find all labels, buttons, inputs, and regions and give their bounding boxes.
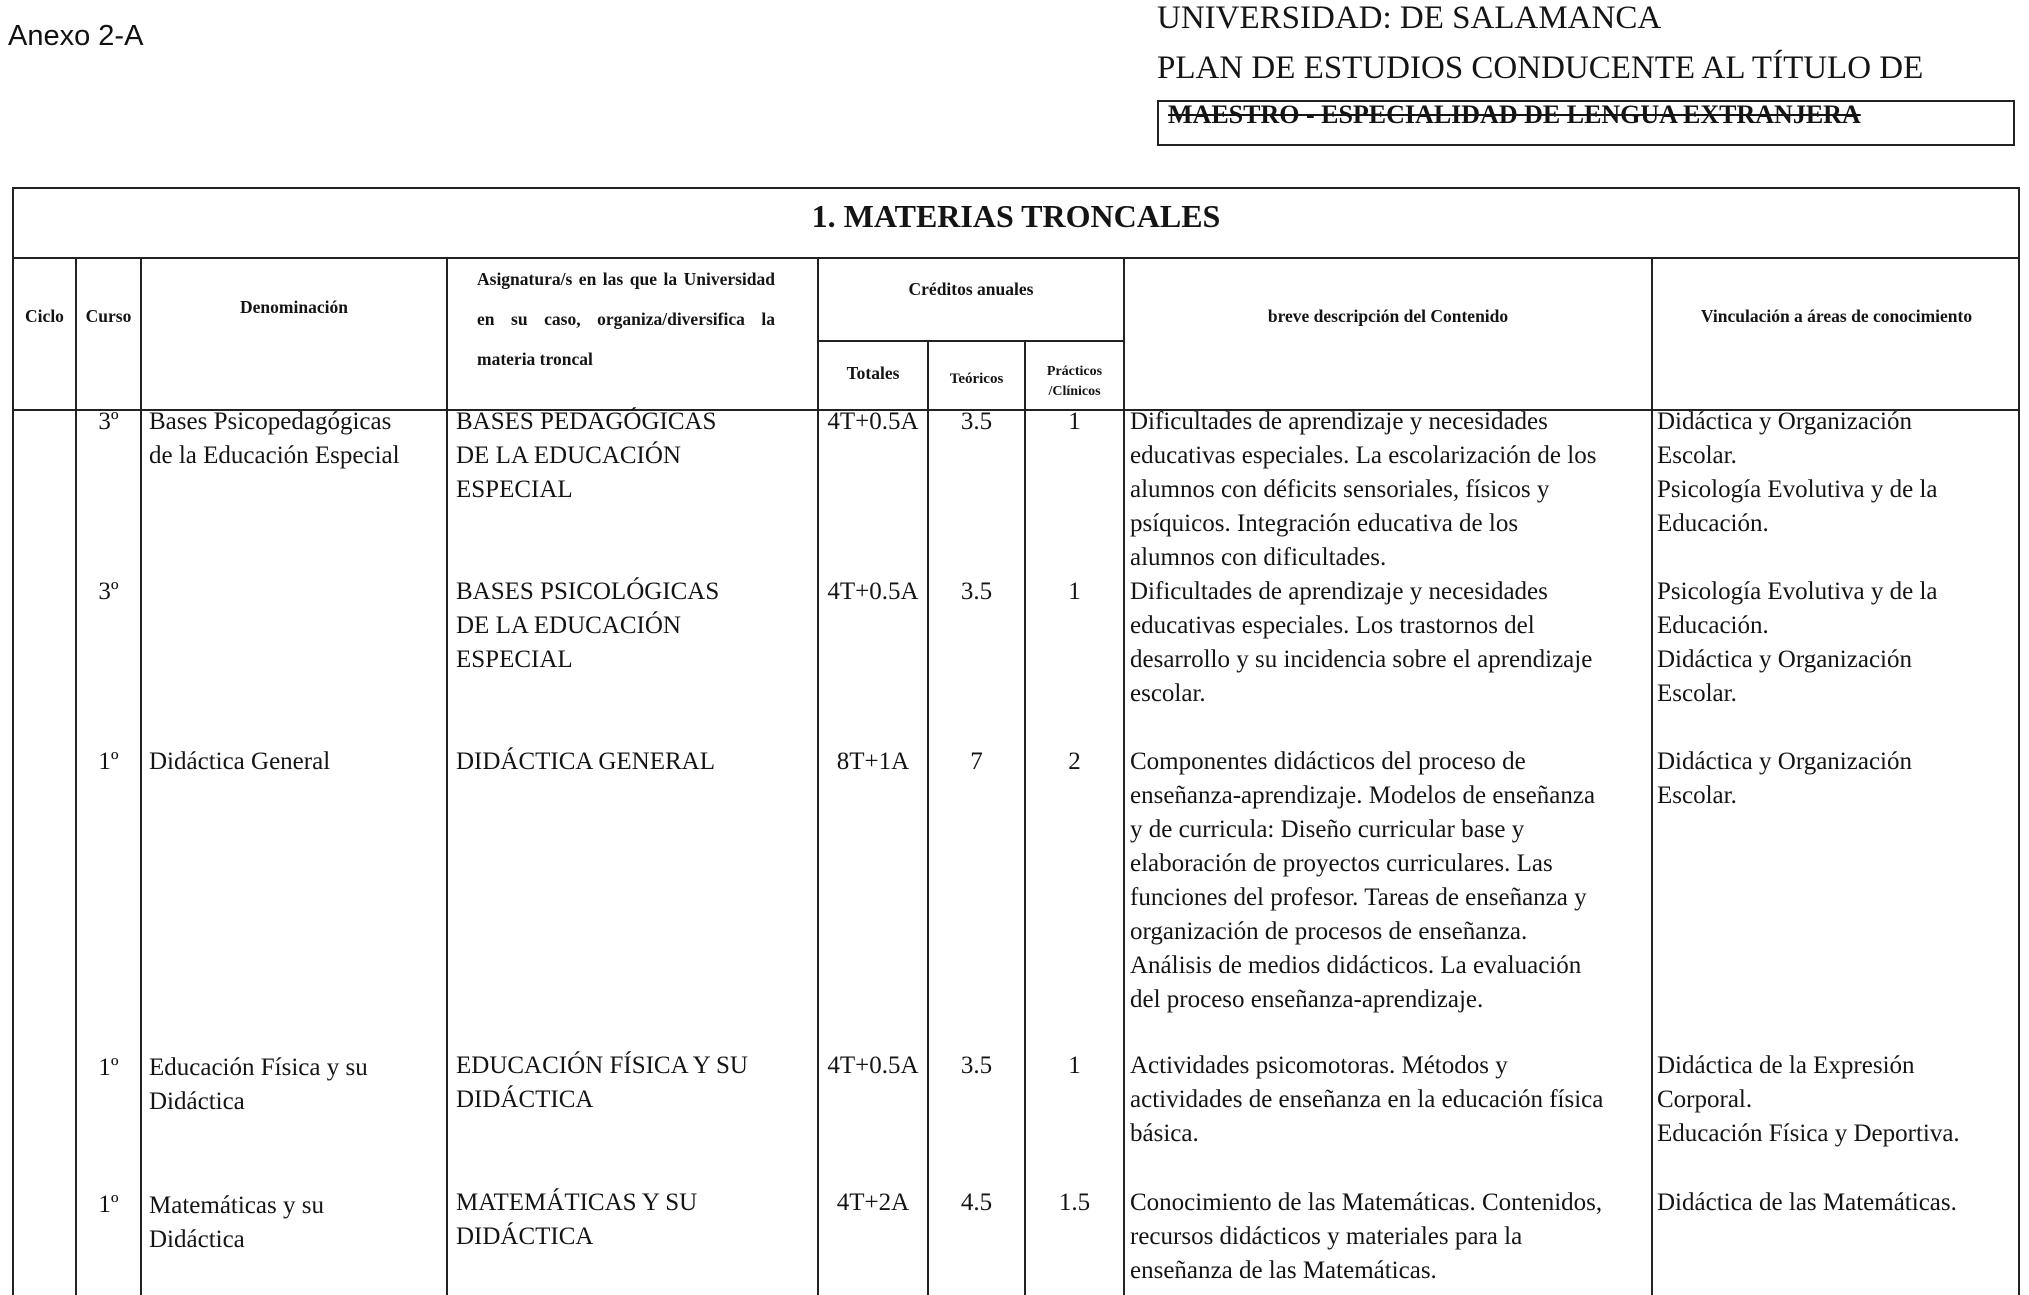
row3-descripcion: Componentes didácticos del proceso de enseñanza-aprendizaje. Modelos de enseñanza y de curricula: Diseño curricular base y elaboración de proyectos curriculares. Las funciones del profesor. Tareas de enseñanza y organización de procesos de enseñanza. Análisis de medios didácticos. La evaluación del proceso enseñanza-aprendizaje. [1130, 748, 1596, 1013]
row4-asignatura: EDUCACIÓN FÍSICA Y SU DIDÁCTICA [456, 1052, 748, 1113]
row5-vinculacion: Didáctica de las Matemáticas. [1657, 1189, 1957, 1216]
row5-descripcion: Conocimiento de las Matemáticas. Contenidos, recursos didácticos y materiales para la enseñanza de las Matemáticas. [1130, 1189, 1603, 1284]
row3-practicos: 2 [1068, 748, 1081, 775]
col-header-teoricos: Teóricos [949, 371, 1004, 387]
row5-teoricos: 4.5 [960, 1189, 993, 1216]
row3-curso: 1º [98, 748, 119, 775]
row5-totales: 4T+2A [836, 1189, 910, 1216]
row4-vinculacion: Didáctica de la Expresión Corporal. Educación Física y Deportiva. [1657, 1052, 1960, 1147]
col-header-denominacion: Denominación [240, 297, 348, 317]
table-title: 1. MATERIAS TRONCALES [811, 198, 1221, 234]
row5-practicos: 1.5 [1058, 1189, 1091, 1216]
row3-totales: 8T+1A [836, 748, 910, 775]
row3-asignatura: DIDÁCTICA GENERAL [456, 748, 716, 775]
title-divider [12, 257, 2020, 259]
degree-box [1157, 100, 2015, 146]
row1-descripcion: Dificultades de aprendizaje y necesidades educativas especiales. La escolarización de los alumnos con déficits sensoriales, físicos y psíquicos. Integración educativa de los alumnos con dificultades. [1130, 408, 1597, 571]
col-divider-totales [927, 340, 929, 1295]
col-divider-descripcion [1651, 257, 1653, 1295]
university-name: UNIVERSIDAD: DE SALAMANCA [1157, 0, 1662, 36]
row1-totales: 4T+0.5A [827, 408, 919, 435]
col-header-ciclo: Ciclo [25, 306, 64, 326]
row3-vinculacion: Didáctica y Organización Escolar. [1657, 748, 1912, 809]
col-divider-curso [140, 257, 142, 1295]
row5-asignatura: MATEMÁTICAS Y SU DIDÁCTICA [456, 1189, 698, 1250]
col-header-practicos: Prácticos /Clínicos [1046, 364, 1103, 399]
row4-descripcion: Actividades psicomotoras. Métodos y actividades de enseñanza en la educación física básica. [1130, 1052, 1604, 1147]
plan-title: PLAN DE ESTUDIOS CONDUCENTE AL TÍTULO DE [1157, 50, 1924, 86]
row4-totales: 4T+0.5A [827, 1052, 919, 1079]
row4-denominacion: Educación Física y su Didáctica [149, 1054, 368, 1115]
col-header-creditos: Créditos anuales [908, 279, 1034, 299]
row2-vinculacion: Psicología Evolutiva y de la Educación. Didáctica y Organización Escolar. [1657, 578, 1938, 707]
col-divider-teoricos [1024, 340, 1026, 1295]
row1-asignatura: BASES PEDAGÓGICAS DE LA EDUCACIÓN ESPECIAL [456, 408, 717, 503]
row4-teoricos: 3.5 [960, 1052, 993, 1079]
col-header-asignatura: Asignatura/s en las que la Universidad en su caso, organiza/diversifica la materia troncal [477, 269, 775, 369]
col-header-curso: Curso [85, 306, 132, 326]
row1-teoricos: 3.5 [960, 408, 993, 435]
col-header-vinculacion: Vinculación a áreas de conocimiento [1700, 306, 1973, 326]
row2-descripcion: Dificultades de aprendizaje y necesidades educativas especiales. Los trastornos del desarrollo y su incidencia sobre el aprendizaje escolar. [1130, 578, 1593, 707]
row2-teoricos: 3.5 [960, 578, 993, 605]
row5-curso: 1º [98, 1191, 119, 1218]
row1-practicos: 1 [1068, 408, 1081, 435]
credits-subheader-divider [817, 340, 1123, 342]
row2-asignatura: BASES PSICOLÓGICAS DE LA EDUCACIÓN ESPECIAL [456, 578, 720, 673]
row1-curso: 3º [98, 408, 119, 435]
row1-denominacion: Bases Psicopedagógicas de la Educación Especial [149, 408, 400, 469]
row4-curso: 1º [98, 1054, 119, 1081]
col-divider-practicos [1123, 257, 1125, 1295]
row2-totales: 4T+0.5A [827, 578, 919, 605]
row1-vinculacion: Didáctica y Organización Escolar. Psicología Evolutiva y de la Educación. [1657, 408, 1938, 537]
row2-curso: 3º [98, 578, 119, 605]
row3-teoricos: 7 [970, 748, 983, 775]
row2-practicos: 1 [1068, 578, 1081, 605]
annex-label: Anexo 2-A [8, 20, 144, 52]
row3-denominacion: Didáctica General [149, 748, 331, 775]
degree-title: MAESTRO - ESPECIALIDAD DE LENGUA EXTRANJERA [1168, 100, 1861, 129]
col-header-totales: Totales [846, 363, 900, 383]
col-header-descripcion: breve descripción del Contenido [1267, 306, 1509, 326]
row4-practicos: 1 [1068, 1052, 1081, 1079]
col-divider-denominacion [446, 257, 448, 1295]
row5-denominacion: Matemáticas y su Didáctica [149, 1192, 324, 1253]
